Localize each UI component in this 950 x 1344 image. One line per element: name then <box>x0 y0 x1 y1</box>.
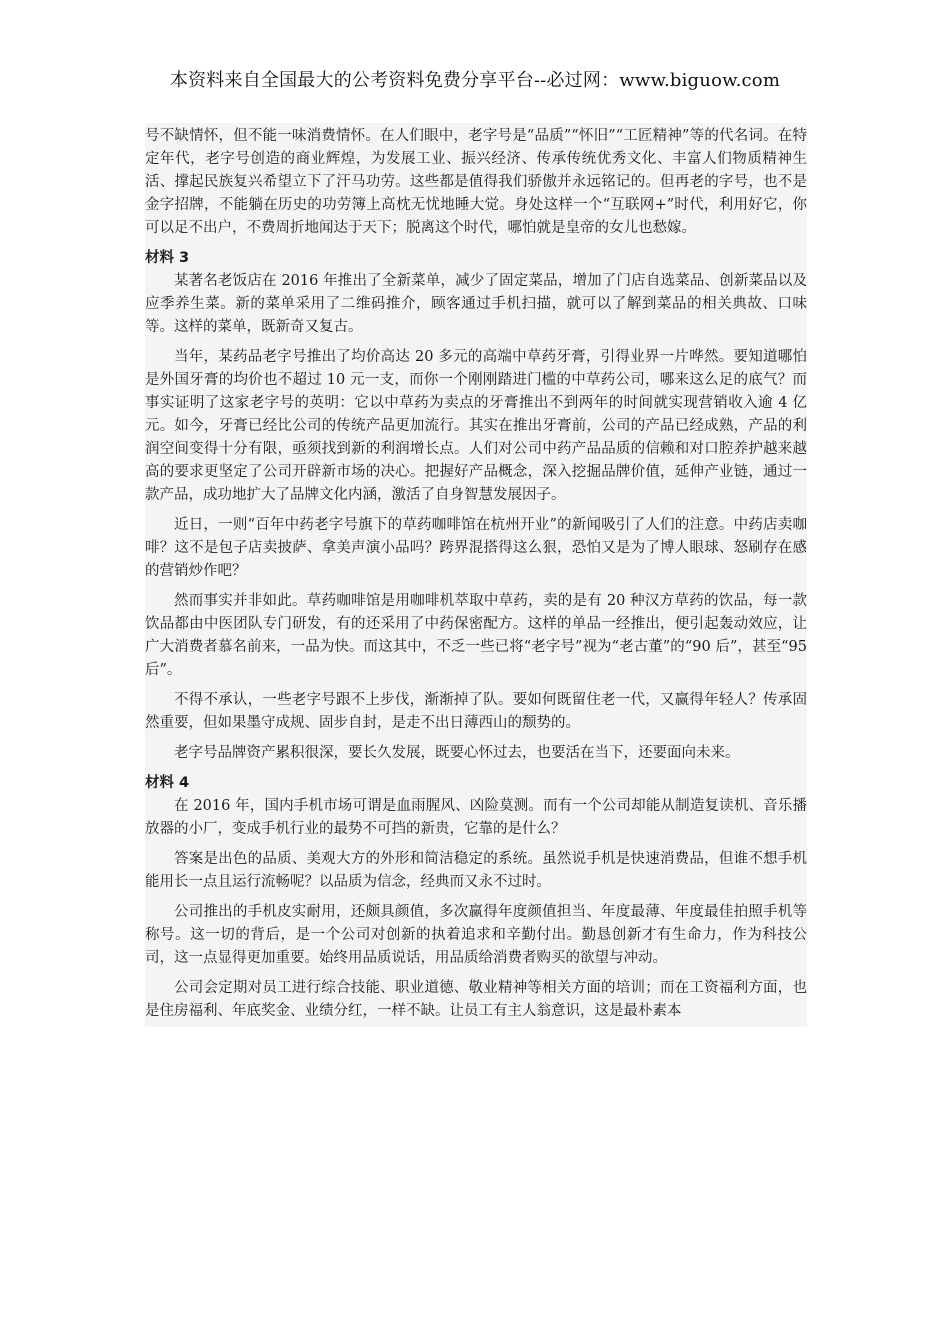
material-4-paragraph: 公司会定期对员工进行综合技能、职业道德、敬业精神等相关方面的培训；而在工资福利方面，也是住房福利、年底奖金、业绩分红，一样不缺。让员工有主人翁意识，这是最朴素本 <box>145 980 807 1019</box>
intro-paragraph: 号不缺情怀，但不能一味消费情怀。在人们眼中，老字号是“品质”“怀旧”“工匠精神”等的代名词。在特定年代，老字号创造的商业辉煌，为发展工业、振兴经济、传承传统优秀文化、丰富人们物质精神生活、撑起民族复兴希望立下了汗马功劳。这些都是值得我们骄傲并永远铭记的。但再老的字号，也不是金字招牌，不能躺在历史的功劳簿上高枕无忧地睡大觉。身处这样一个“互联网+”时代，利用好它，你可以足不出户，不费周折地闻达于天下；脱离这个时代，哪怕就是皇帝的女儿也愁嫁。 <box>145 128 807 236</box>
material-3-paragraph: 近日，一则“百年中药老字号旗下的草药咖啡馆在杭州开业”的新闻吸引了人们的注意。中药店卖咖啡？这不是包子店卖披萨、拿美声演小品吗？跨界混搭得这么狠，恐怕又是为了博人眼球、怒刷存在感的营销炒作吧？ <box>145 517 807 579</box>
material-3-heading: 材料 3 <box>145 250 190 266</box>
material-3-paragraph: 然而事实并非如此。草药咖啡馆是用咖啡机萃取中草药，卖的是有 20 种汉方草药的饮品，每一款饮品都由中医团队专门研发，有的还采用了中药保密配方。这样的单品一经推出，便引起轰动效应，让广大消费者慕名前来，一品为快。而这其中，不乏一些已将“老字号”视为“老古董”的“90 后”，甚至“95 后”。 <box>145 593 807 678</box>
page-header: 本资料来自全国最大的公考资料免费分享平台--必过网：www.biguow.com <box>169 70 781 91</box>
material-3-paragraph: 老字号品牌资产累积很深，要长久发展，既要心怀过去，也要活在当下，还要面向未来。 <box>174 745 740 761</box>
material-4-heading: 材料 4 <box>145 775 190 791</box>
document-body <box>145 123 807 1027</box>
material-3-paragraph: 当年，某药品老字号推出了均价高达 20 多元的高端中草药牙膏，引得业界一片哗然。要知道哪怕是外国牙膏的均价也不超过 10 元一支，而你一个刚刚踏进门槛的中草药公司，哪来这么足的底气？而事实证明了这家老字号的英明：它以中草药为卖点的牙膏推出不到两年的时间就实现营销收入逾 4 亿元。如今，牙膏已经比公司的传统产品更加流行。其实在推出牙膏前，公司的产品已经成熟，产品的利润空间变得十分有限，亟须找到新的利润增长点。人们对公司中药产品品质的信赖和对口腔养护越来越高的要求更坚定了公司开辟新市场的决心。把握好产品概念，深入挖掘品牌价值，延伸产业链，通过一款产品，成功地扩大了品牌文化内涵，激活了自身智慧发展因子。 <box>145 349 807 503</box>
material-3-paragraph: 某著名老饭店在 2016 年推出了全新菜单，减少了固定菜品，增加了门店自选菜品、创新菜品以及应季养生菜。新的菜单采用了二维码推介，顾客通过手机扫描，就可以了解到菜品的相关典故、口味等。这样的菜单，既新奇又复古。 <box>145 273 807 335</box>
material-4-paragraph: 在 2016 年，国内手机市场可谓是血雨腥风、凶险莫测。而有一个公司却能从制造复读机、音乐播放器的小厂，变成手机行业的最势不可挡的新贵，它靠的是什么？ <box>145 798 807 837</box>
material-3-paragraph: 不得不承认，一些老字号跟不上步伐，渐渐掉了队。要如何既留住老一代，又赢得年轻人？传承固然重要，但如果墨守成规、固步自封，是走不出日薄西山的颓势的。 <box>145 692 807 731</box>
material-4-paragraph: 公司推出的手机皮实耐用，还颇具颜值，多次赢得年度颜值担当、年度最薄、年度最佳拍照手机等称号。这一切的背后，是一个公司对创新的执着追求和辛勤付出。勤恳创新才有生命力，作为科技公司，这一点显得更加重要。始终用品质说话，用品质给消费者购买的欲望与冲动。 <box>145 904 807 966</box>
material-4-paragraph: 答案是出色的品质、美观大方的外形和简洁稳定的系统。虽然说手机是快速消费品，但谁不想手机能用长一点且运行流畅呢？以品质为信念，经典而又永不过时。 <box>145 851 807 890</box>
